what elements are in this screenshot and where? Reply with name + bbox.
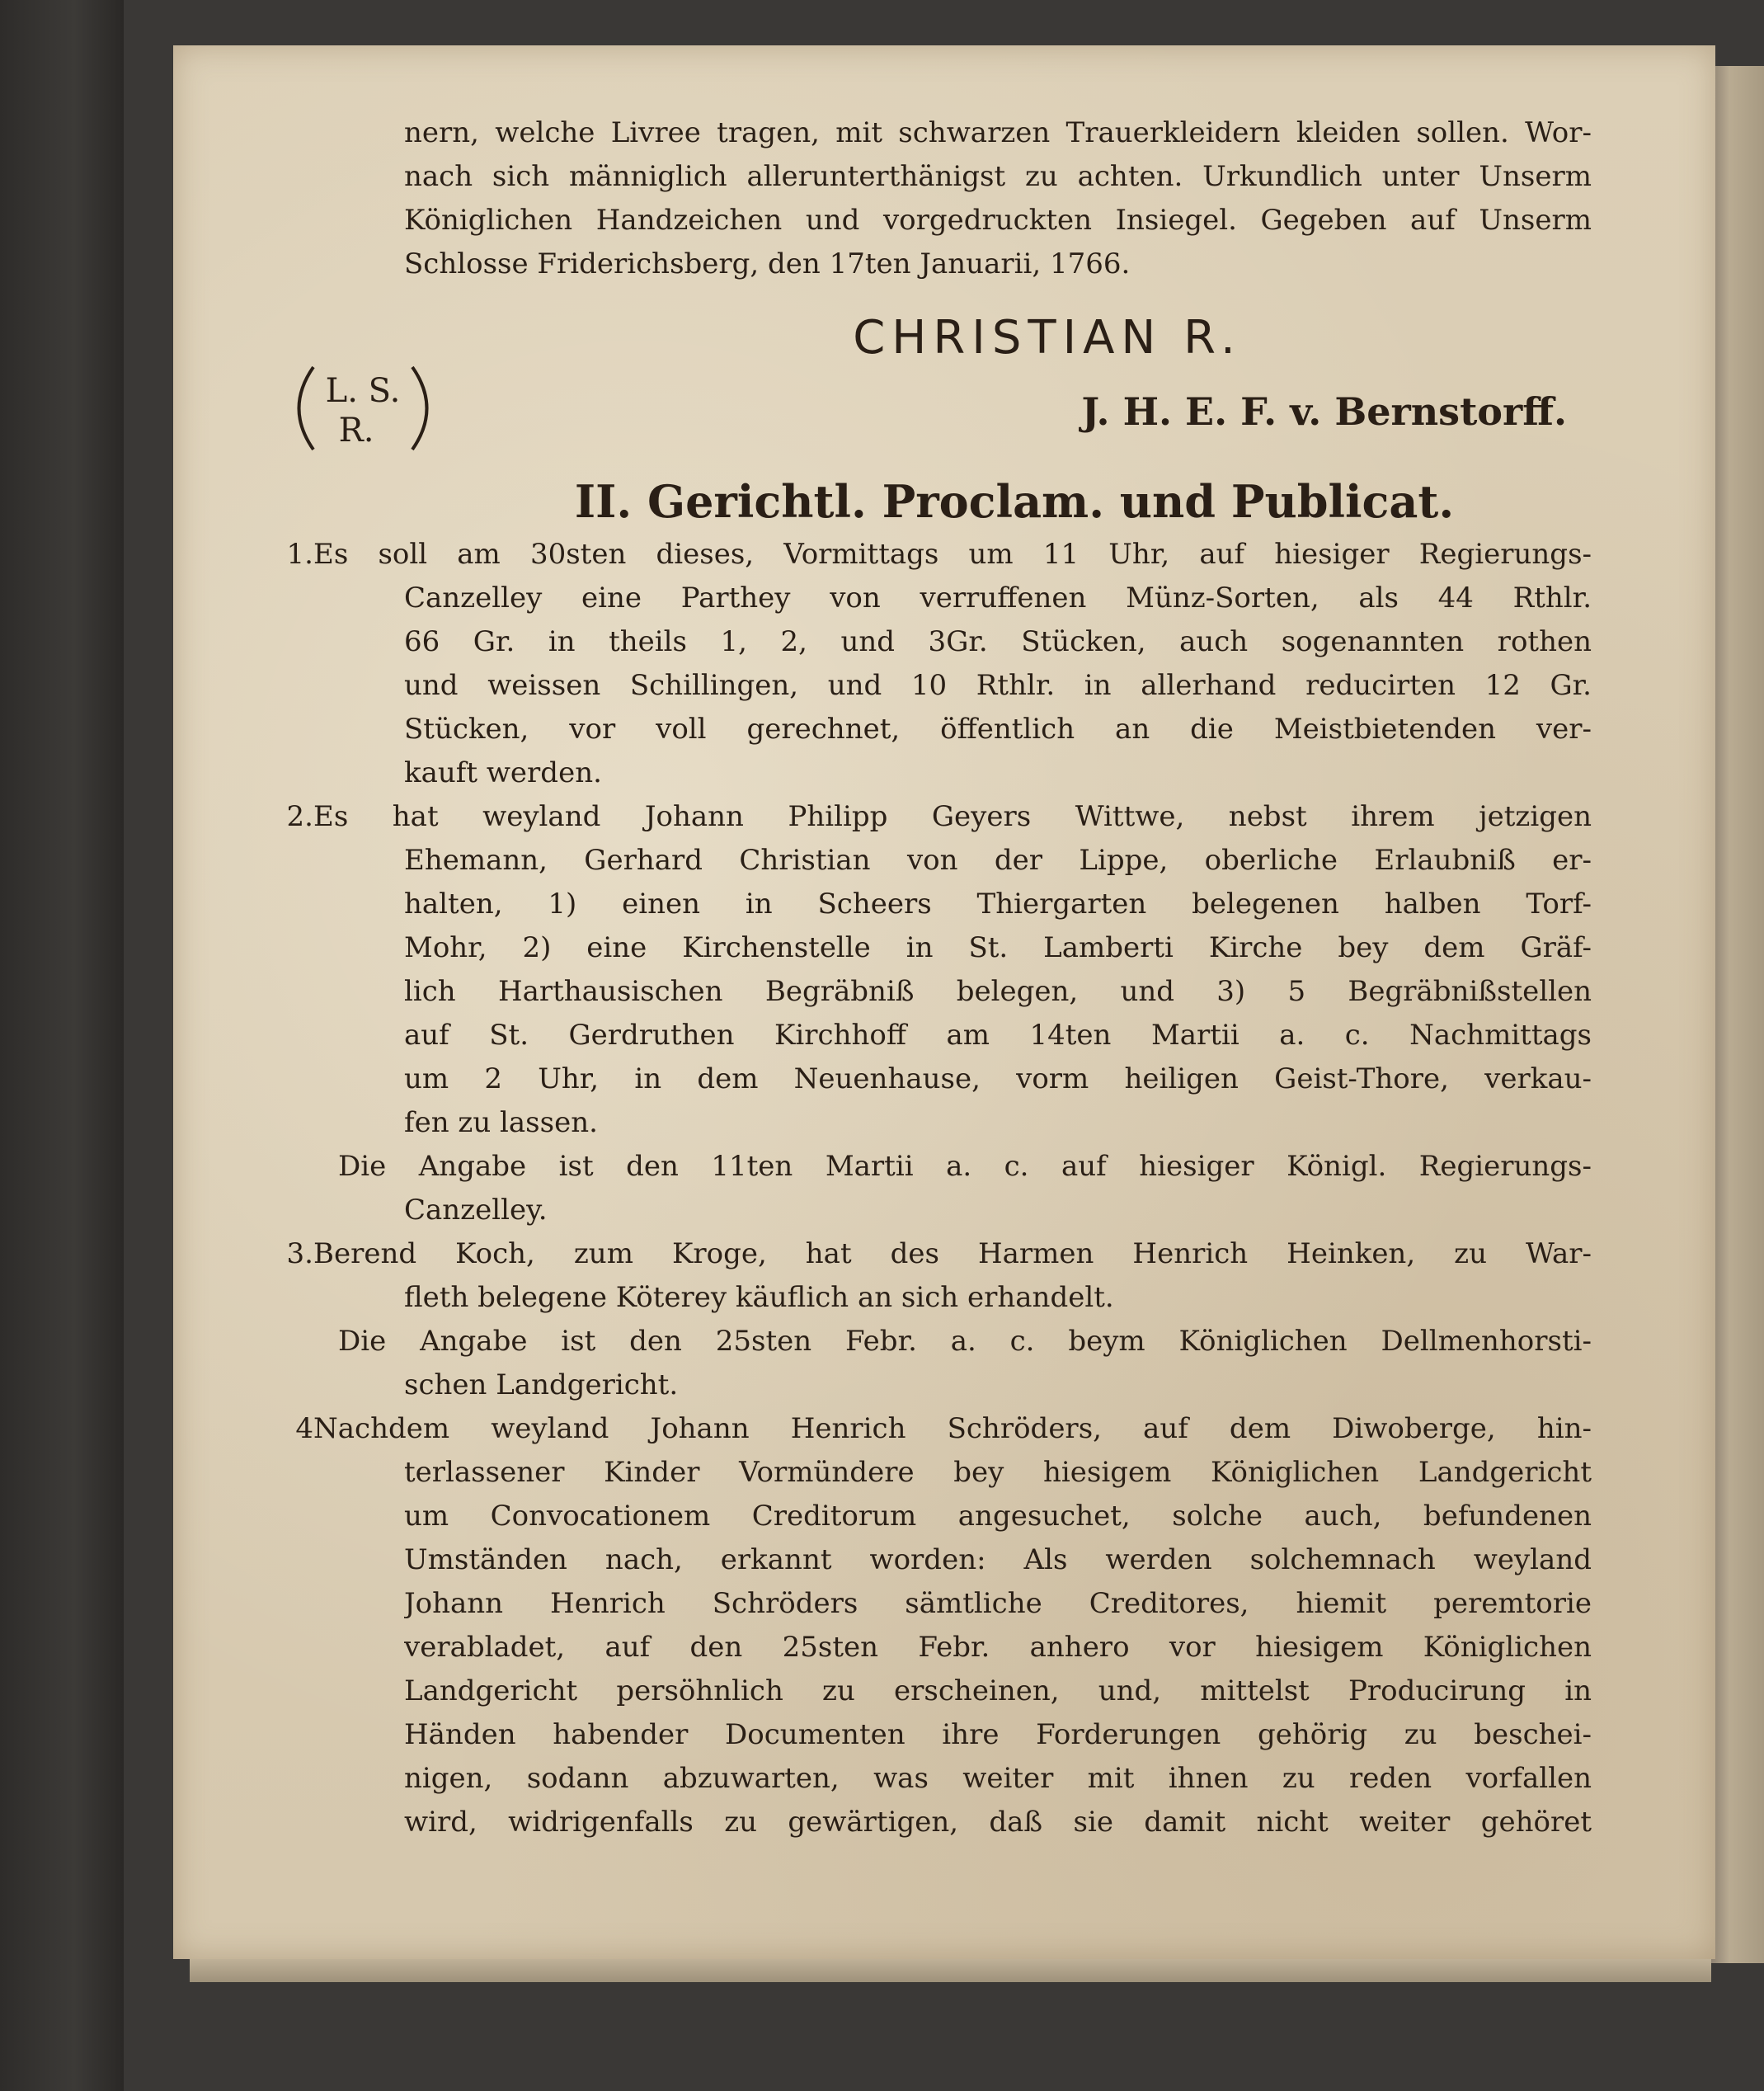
text-line: Königlichen Handzeichen und vorgedruckten Insiegel. Gegeben auf Unserm — [404, 204, 1592, 237]
text-line: nach sich männiglich allerunterthänigst zu achten. Urkundlich unter Unserm — [404, 160, 1592, 193]
page-text — [286, 111, 1592, 1844]
countersignature: J. H. E. F. v. Bernstorff. — [1081, 389, 1567, 434]
text-line: Ehemann, Gerhard Christian von der Lippe, oberliche Erlaubniß er- — [404, 844, 1592, 877]
text-line: Nachdem weyland Johann Henrich Schröders, auf dem Diwoberge, hin- — [313, 1412, 1592, 1445]
text-line: verabladet, auf den 25sten Febr. anhero vor hiesigem Königlichen — [404, 1631, 1592, 1664]
text-line: Mohr, 2) eine Kirchenstelle in St. Lamberti Kirche bey dem Gräf- — [404, 931, 1592, 964]
text-line: lich Harthausischen Begräbniß belegen, und 3) 5 Begräbnißstellen — [404, 975, 1592, 1008]
notice — [338, 1320, 1592, 1407]
text-line: Johann Henrich Schröders sämtliche Creditores, hiemit peremtorie — [404, 1587, 1592, 1620]
text-line: auf St. Gerdruthen Kirchhoff am 14ten Martii a. c. Nachmittags — [404, 1019, 1592, 1052]
text-line: Händen habender Documenten ihre Forderungen gehörig zu beschei- — [404, 1718, 1592, 1751]
text-line: Canzelley eine Parthey von verruffenen Münz-Sorten, als 44 Rthlr. — [404, 582, 1592, 615]
text-line: nern, welche Livree tragen, mit schwarzen Trauerkleidern kleiden sollen. Wor- — [404, 116, 1592, 149]
text-line: um Convocationem Creditorum angesuchet, solche auch, befundenen — [404, 1500, 1592, 1533]
text-line: Stücken, vor voll gerechnet, öffentlich an die Meistbietenden ver- — [404, 713, 1592, 746]
next-page-edge — [1711, 66, 1764, 1963]
list-item — [286, 1232, 1592, 1407]
seal-line-2: R. — [338, 412, 374, 450]
decree-closing — [404, 111, 1592, 286]
text-line: um 2 Uhr, in dem Neuenhause, vorm heiligen Geist-Thore, verkau- — [404, 1062, 1592, 1095]
text-line: wird, widrigenfalls zu gewärtigen, daß sie damit nicht weiter gehöret — [404, 1806, 1592, 1839]
text-line: Schlosse Friderichsberg, den 17ten Januarii, 1766. — [404, 247, 1131, 280]
text-line: 66 Gr. in theils 1, 2, und 3Gr. Stücken, auch sogenannten rothen — [404, 625, 1592, 658]
text-line: und weissen Schillingen, und 10 Rthlr. in allerhand reducirten 12 Gr. — [404, 669, 1592, 702]
list-item — [295, 1407, 1592, 1844]
list-item — [286, 795, 1592, 1232]
entry-number: 1. — [286, 538, 313, 571]
text-line: Berend Koch, zum Kroge, hat des Harmen Henrich Heinken, zu War- — [313, 1237, 1592, 1270]
text-line: terlassener Kinder Vormündere bey hiesigem Königlichen Landgericht — [404, 1456, 1592, 1489]
entry-number: 3. — [286, 1237, 313, 1270]
text-line: schen Landgericht. — [404, 1368, 679, 1401]
text-line: fen zu lassen. — [404, 1106, 598, 1139]
entry-number: 4 — [295, 1412, 313, 1445]
text-line: Die Angabe ist den 25sten Febr. a. c. beym Königlichen Dellmenhorsti- — [338, 1325, 1592, 1358]
text-line: fleth belegene Köterey käuflich an sich erhandelt. — [404, 1281, 1114, 1314]
book-cover-edge — [0, 0, 124, 2091]
text-line: Canzelley. — [404, 1194, 548, 1227]
text-line: Es soll am 30sten dieses, Vormittags um 11 Uhr, auf hiesiger Regierungs- — [313, 538, 1592, 571]
text-line: kauft werden. — [404, 756, 602, 789]
text-line: halten, 1) einen in Scheers Thiergarten belegenen halben Torf- — [404, 888, 1592, 921]
list-item — [286, 533, 1592, 795]
seal-row — [325, 372, 1592, 466]
page-stack-edge — [190, 1959, 1711, 1982]
text-line: Umständen nach, erkannt worden: Als werden solchemnach weyland — [404, 1543, 1592, 1576]
text-line: Es hat weyland Johann Philipp Geyers Wittwe, nebst ihrem jetzigen — [313, 800, 1592, 833]
text-line: Landgericht persöhnlich zu erscheinen, und, mittelst Producirung in — [404, 1674, 1592, 1707]
text-line: Die Angabe ist den 11ten Martii a. c. auf hiesiger Königl. Regierungs- — [338, 1150, 1592, 1183]
seal-line-1: L. S. — [325, 372, 401, 410]
seal-mark — [280, 359, 445, 458]
section-heading: II. Gerichtl. Proclam. und Publicat. — [574, 475, 1455, 528]
notice — [338, 1145, 1592, 1232]
royal-signature: CHRISTIAN R. — [853, 311, 1242, 365]
text-line: nigen, sodann abzuwarten, was weiter mit ihnen zu reden vorfallen — [404, 1762, 1592, 1795]
entry-number: 2. — [286, 800, 313, 833]
